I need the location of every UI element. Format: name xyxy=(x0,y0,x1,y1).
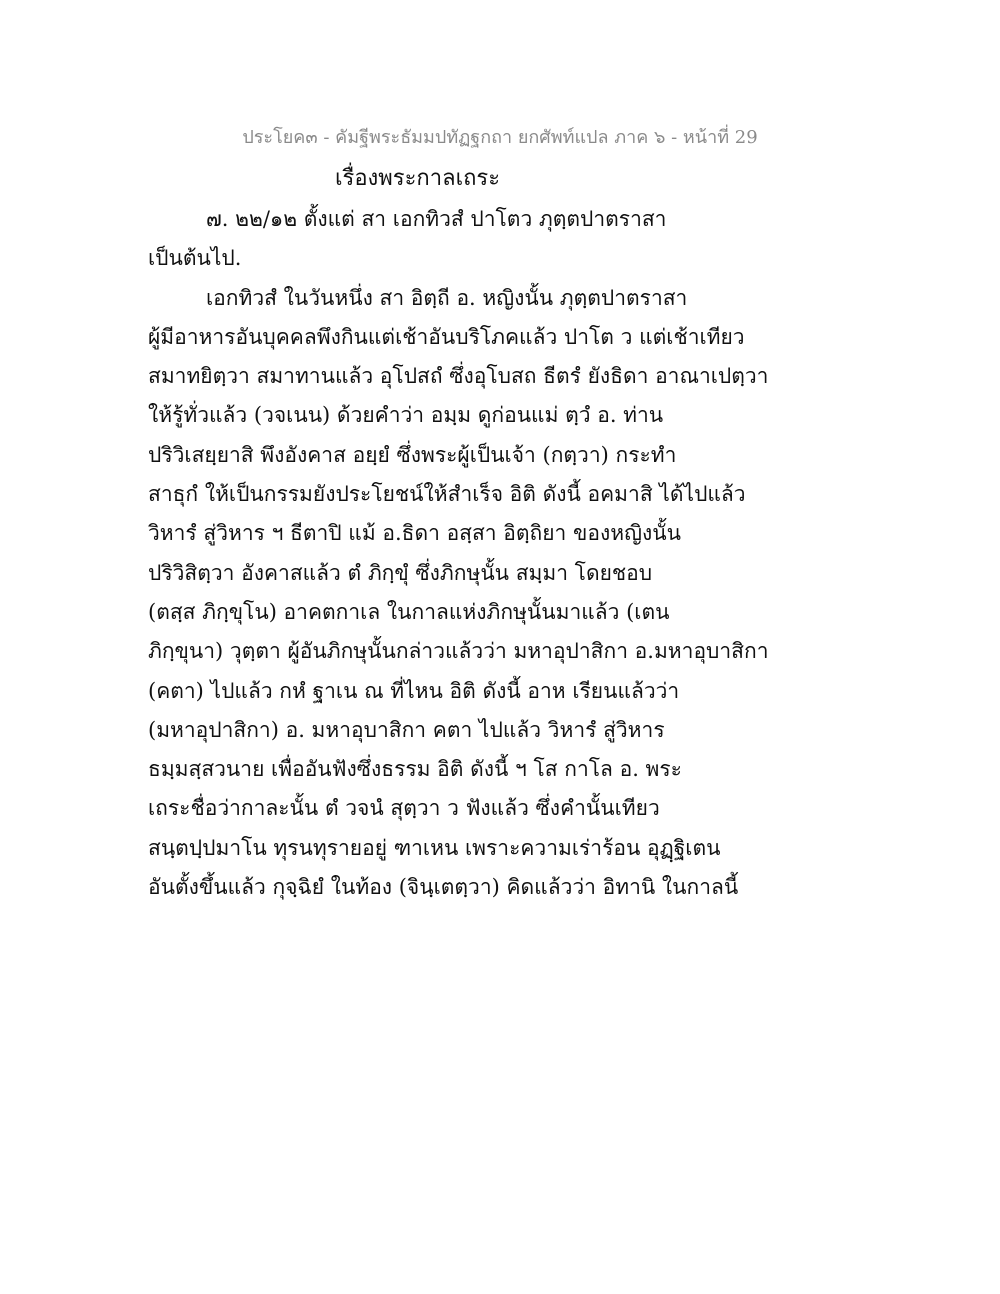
page-header: ประโยค๓ - คัมฐีพระธัมมปทัฏฐกถา ยกศัพท์แปล ภาค ๖ - หน้าที่ 29 xyxy=(242,127,758,148)
story-title: เรื่องพระกาลเถระ xyxy=(335,166,501,191)
text-line: ธมฺมสฺสวนาย เพื่ออันฟังซึ่งธรรม อิติ ดังนี้ ฯ โส กาโล อ. พระ xyxy=(148,757,682,782)
text-line: (มหาอุปาสิกา) อ. มหาอุบาสิกา คตา ไปแล้ว วิหารํ สู่วิหาร xyxy=(148,717,665,742)
text-line: ปริวิสิตฺวา อังคาสแล้ว ตํ ภิกฺขุํ ซึ่งภิกษุนั้น สมฺมา โดยชอบ xyxy=(148,560,653,585)
text-line: อันตั้งขึ้นแล้ว กุจฺฉิยํ ในท้อง (จินฺเตตฺวา) คิดแล้วว่า อิทานิ ในกาลนี้ xyxy=(148,875,739,900)
text-line: เถระชื่อว่ากาละนั้น ตํ วจนํ สุตฺวา ว ฟังแล้ว ซึ่งคำนั้นเทียว xyxy=(148,796,660,821)
text-line: วิหารํ สู่วิหาร ฯ ธีตาปิ แม้ อ.ธิดา อสฺสา อิตฺถิยา ของหญิงนั้น xyxy=(148,521,681,546)
text-line: เป็นต้นไป. xyxy=(148,246,242,271)
text-line: ปริวิเสยฺยาสิ พึงอังคาส อยฺยํ ซึ่งพระผู้เป็นเจ้า (กตฺวา) กระทำ xyxy=(148,442,677,467)
text-line: ภิกฺขุนา) วุตฺตา ผู้อันภิกษุนั้นกล่าวแล้วว่า มหาอุปาสิกา อ.มหาอุบาสิกา xyxy=(148,639,769,664)
text-line: (คตา) ไปแล้ว กหํ ฐาเน ณ ที่ไหน อิติ ดังนี้ อาห เรียนแล้วว่า xyxy=(148,678,680,703)
text-line: ๗. ๒๒/๑๒ ตั้งแต่ สา เอกทิวสํ ปาโตว ภุตฺตปาตราสา xyxy=(206,207,667,231)
text-line: ผู้มีอาหารอันบุคคลพึงกินแต่เช้าอันบริโภคแล้ว ปาโต ว แต่เช้าเทียว xyxy=(148,324,745,349)
text-line: สนฺตปฺปมาโน ทุรนทุรายอยู่ ฑาเหน เพราะความเร่าร้อน อุฏฺฐิเตน xyxy=(148,835,721,860)
translation-body xyxy=(148,200,868,907)
text-line: ให้รู้ทั่วแล้ว (วจเนน) ด้วยคำว่า อมฺม ดูก่อนแม่ ตฺวํ อ. ท่าน xyxy=(148,403,664,428)
text-line: เอกทิวสํ ในวันหนึ่ง สา อิตฺถี อ. หญิงนั้น ภุตฺตปาตราสา xyxy=(206,285,688,310)
text-line: สมาทยิตฺวา สมาทานแล้ว อุโปสถํ ซึ่งอุโบสถ ธีตรํ ยังธิดา อาณาเปตฺวา xyxy=(148,364,769,389)
text-line: (ตสฺส ภิกฺขุโน) อาคตกาเล ในกาลแห่งภิกษุนั้นมาแล้ว (เตน xyxy=(148,599,670,624)
text-line: สาธุกํ ให้เป็นกรรมยังประโยชน์ให้สำเร็จ อิติ ดังนี้ อคมาสิ ได้ไปแล้ว xyxy=(148,482,746,507)
